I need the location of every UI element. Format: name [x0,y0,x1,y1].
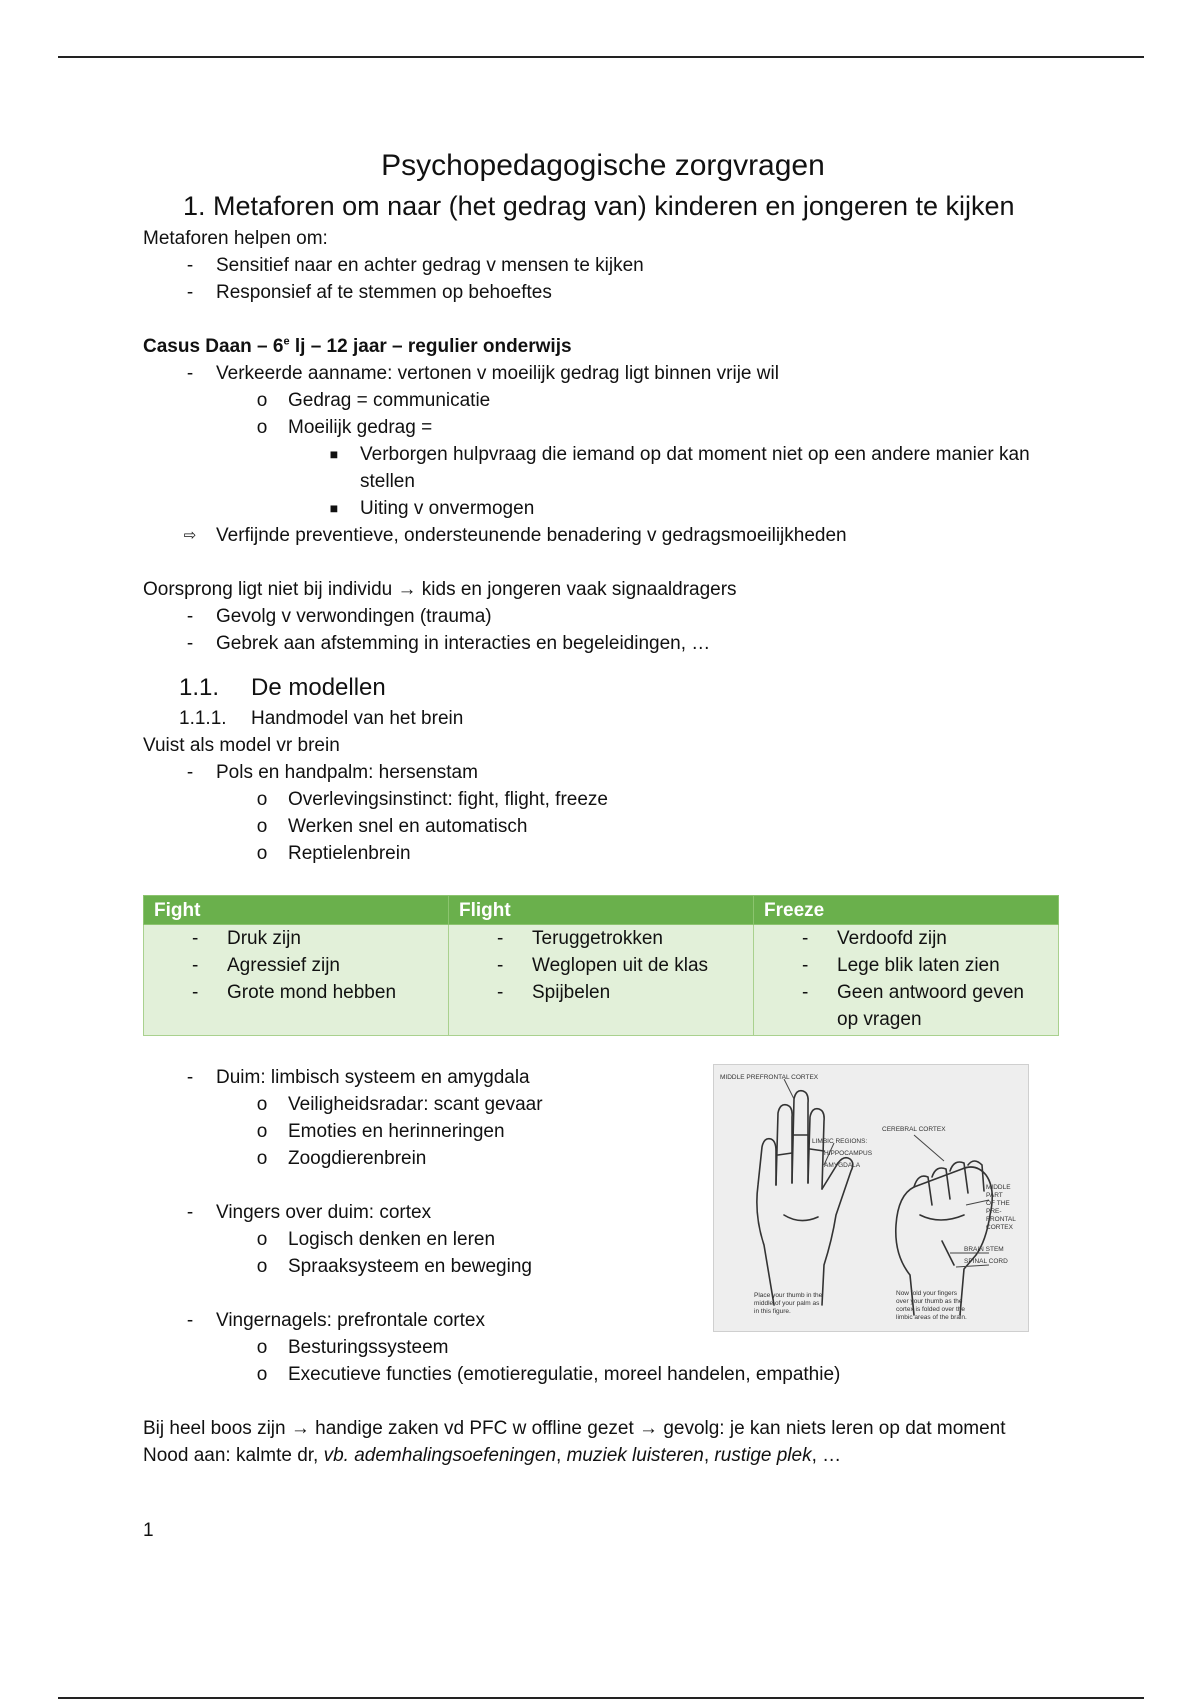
square-bullet: ■ [329,446,339,462]
section-1-number: 1. [183,191,206,221]
list-item: o Reptielenbrein [143,840,1063,867]
fight-flight-freeze-table [143,895,1059,1036]
svg-text:HIPPOCAMPUS: HIPPOCAMPUS [824,1150,873,1157]
svg-text:MIDDLE: MIDDLE [986,1184,1011,1191]
svg-text:in this figure.: in this figure. [754,1308,791,1315]
header-rule [58,56,1144,58]
svg-text:cortex is folded over the: cortex is folded over the [896,1306,966,1313]
table-header-freeze: Freeze [754,896,1059,925]
svg-text:FRONTAL: FRONTAL [986,1216,1016,1223]
document-page [143,140,1063,1544]
circle-bullet: o [256,1364,268,1385]
dash-bullet: - [186,633,194,654]
list-item: o Veiligheidsradar: scant gevaar [143,1091,1063,1118]
list-item: - Gevolg v verwondingen (trauma) [143,603,1063,630]
svg-text:middle of your palm as: middle of your palm as [754,1300,820,1307]
table-header-fight: Fight [144,896,449,925]
circle-bullet: o [256,1148,268,1169]
list-item: ■ Verborgen hulpvraag die iemand op dat moment niet op een andere manier kan stellen [143,441,1063,495]
table-row [144,925,1059,1036]
list-item: ■ Uiting v onvermogen [143,495,1063,522]
list-item: - Verkeerde aanname: vertonen v moeilijk gedrag ligt binnen vrije wil [143,360,1063,387]
section-1-1-number: 1.1. [179,674,220,701]
section-1-heading [143,188,1063,225]
closing-line-1: Bij heel boos zijn → handige zaken vd PFC w offline gezet → gevolg: je kan niets leren op dat moment [143,1418,1006,1439]
list-item: o Besturingssysteem [143,1334,1063,1361]
list-item: o Spraaksysteem en beweging [143,1253,1063,1280]
section-1-1-1-number: 1.1.1. [179,708,227,729]
dash-bullet: - [186,363,194,384]
svg-text:MIDDLE PREFRONTAL CORTEX: MIDDLE PREFRONTAL CORTEX [720,1074,819,1081]
list-item: o Overlevingsinstinct: fight, flight, freeze [143,786,1063,813]
list-item: o Gedrag = communicatie [143,387,1063,414]
svg-text:over your thumb as the: over your thumb as the [896,1298,963,1305]
casus-heading: Casus Daan – 6e lj – 12 jaar – regulier onderwijs [143,335,572,357]
oorsprong-line: Oorsprong ligt niet bij individu → kids en jongeren vaak signaaldragers [143,579,737,600]
svg-text:limbic areas of the brain.: limbic areas of the brain. [896,1314,967,1321]
svg-text:PART: PART [986,1192,1003,1199]
svg-text:SPINAL CORD: SPINAL CORD [964,1258,1008,1265]
dash-bullet: - [186,1310,194,1331]
circle-bullet: o [256,417,268,438]
dash-bullet: - [186,1067,194,1088]
page-number: 1 [143,1520,154,1541]
svg-text:LIMBIC REGIONS:: LIMBIC REGIONS: [812,1138,868,1145]
dash-bullet: - [186,282,194,303]
circle-bullet: o [256,816,268,837]
list-item: - Sensitief naar en achter gedrag v mensen te kijken [143,252,1063,279]
section-1-1-heading [143,671,1063,705]
footer-rule [58,1697,1144,1699]
section-1-1-title: De modellen [251,674,386,701]
section-1-1-1-title: Handmodel van het brein [251,708,464,729]
svg-text:OF THE: OF THE [986,1200,1010,1207]
circle-bullet: o [256,843,268,864]
list-item: - Pols en handpalm: hersenstam [143,759,1063,786]
document-title: Psychopedagogische zorgvragen [381,149,825,182]
square-bullet: ■ [329,500,339,516]
table-header-flight: Flight [449,896,754,925]
svg-text:CEREBRAL CORTEX: CEREBRAL CORTEX [882,1126,946,1133]
list-item: o Logisch denken en leren [143,1226,1063,1253]
list-item: - Vingers over duim: cortex [143,1199,1063,1226]
svg-text:BRAIN STEM: BRAIN STEM [964,1246,1004,1253]
svg-text:CORTEX: CORTEX [986,1224,1013,1231]
table-header-row [144,896,1059,925]
dash-bullet: - [186,255,194,276]
circle-bullet: o [256,1094,268,1115]
svg-text:PRE-: PRE- [986,1208,1002,1215]
list-item: ⇨ Verfijnde preventieve, ondersteunende benadering v gedragsmoeilijkheden [143,522,1063,549]
list-item: - Gebrek aan afstemming in interacties en begeleidingen, … [143,630,1063,657]
arrow-bullet-icon: ⇨ [183,527,197,544]
circle-bullet: o [256,789,268,810]
list-item: o Emoties en herinneringen [143,1118,1063,1145]
table-cell-flight: - Teruggetrokken - Weglopen uit de klas - Spijbelen [449,925,754,1036]
table-cell-fight: - Druk zijn - Agressief zijn - Grote mond hebben [144,925,449,1036]
list-item: o Executieve functies (emotieregulatie, moreel handelen, empathie) [143,1361,1063,1388]
list-item: o Moeilijk gedrag = [143,414,1063,441]
svg-text:Now fold your fingers: Now fold your fingers [896,1290,958,1297]
list-item: - Vingernagels: prefrontale cortex [143,1307,1063,1334]
vuist-intro: Vuist als model vr brein [143,735,340,756]
dash-bullet: - [186,606,194,627]
closing-line-2: Nood aan: kalmte dr, vb. ademhalingsoefeningen, muziek luisteren, rustige plek, … [143,1445,842,1466]
hand-model-section [143,1064,1063,1388]
table-cell-freeze: - Verdoofd zijn - Lege blik laten zien - Geen antwoord geven op vragen [754,925,1059,1036]
dash-bullet: - [186,1202,194,1223]
circle-bullet: o [256,1121,268,1142]
section-1-title: Metaforen om naar (het gedrag van) kinderen en jongeren te kijken [213,191,1015,221]
svg-text:Place your thumb in the: Place your thumb in the [754,1292,823,1299]
list-item: - Responsief af te stemmen op behoeftes [143,279,1063,306]
list-item: o Zoogdierenbrein [143,1145,1063,1172]
list-item: - Duim: limbisch systeem en amygdala [143,1064,1063,1091]
circle-bullet: o [256,1256,268,1277]
list-item: o Werken snel en automatisch [143,813,1063,840]
circle-bullet: o [256,390,268,411]
svg-text:AMYGDALA: AMYGDALA [824,1162,861,1169]
section-1-1-1-heading [143,705,1063,732]
circle-bullet: o [256,1229,268,1250]
dash-bullet: - [186,762,194,783]
section-1-intro: Metaforen helpen om: [143,228,328,249]
circle-bullet: o [256,1337,268,1358]
